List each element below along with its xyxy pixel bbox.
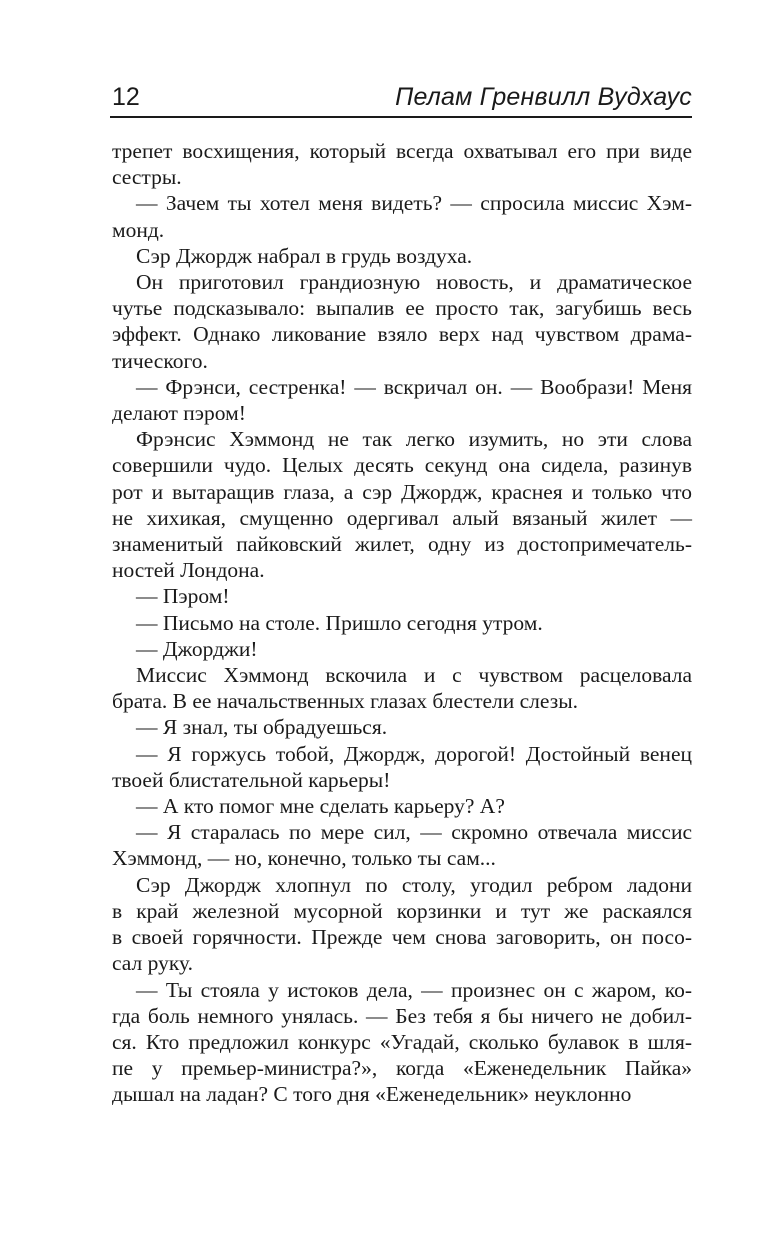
paragraph — [112, 636, 692, 662]
text-line: — Письмо на столе. Пришло сегодня утром. — [136, 610, 543, 635]
text-line: — Фрэнси, сестренка! — вскричал он. — Вообрази! Меня — [136, 374, 692, 399]
paragraph — [112, 793, 692, 819]
text-line: — Зачем ты хотел меня видеть? — спросила миссис Хэм- — [136, 191, 692, 216]
text-line: тического. — [112, 348, 208, 373]
text-line: чутье подсказывало: выпалив ее просто так, загубишь весь — [112, 296, 692, 321]
paragraph — [112, 610, 692, 636]
text-line: трепет восхищения, который всегда охватывал его при виде — [112, 139, 692, 163]
text-line: ся. Кто предложил конкурс «Угадай, сколько булавок в шля- — [112, 1029, 692, 1054]
paragraph — [112, 243, 692, 269]
text-line: рот и вытаращив глаза, а сэр Джордж, краснея и только что — [112, 479, 692, 504]
page-header — [110, 80, 692, 118]
paragraph — [112, 977, 692, 1108]
text-line: — Пэром! — [136, 584, 230, 609]
text-line: — Я старалась по мере сил, — скромно отвечала миссис — [136, 820, 692, 845]
paragraph — [112, 269, 692, 374]
text-line: монд. — [112, 217, 165, 242]
text-line: — Ты стояла у истоков дела, — произнес он с жаром, ко- — [136, 977, 692, 1002]
paragraph — [112, 872, 692, 977]
paragraph — [112, 714, 692, 740]
paragraph — [112, 819, 692, 871]
body-text — [112, 138, 692, 1108]
text-line: сал руку. — [112, 951, 193, 976]
text-line: — А кто помог мне сделать карьеру? А? — [136, 794, 505, 819]
paragraph — [112, 583, 692, 609]
text-line: в край железной мусорной корзинки и тут же раскаялся — [112, 898, 692, 923]
text-line: Сэр Джордж хлопнул по столу, угодил ребром ладони — [136, 872, 692, 897]
text-line: твоей блистательной карьеры! — [112, 767, 391, 792]
text-line: Фрэнсис Хэммонд не так легко изумить, но эти слова — [136, 427, 692, 452]
running-head-author: Пелам Гренвилл Вудхаус — [395, 83, 692, 111]
text-line: эффект. Однако ликование взяло верх над чувством драма- — [112, 322, 692, 347]
text-line: — Я горжусь тобой, Джордж, дорогой! Достойный венец — [136, 741, 692, 766]
text-line: брата. В ее начальственных глазах блестели слезы. — [112, 689, 579, 714]
text-line: Миссис Хэммонд вскочила и с чувством расцеловала — [136, 663, 692, 688]
paragraph — [112, 426, 692, 583]
text-line: пе у премьер-министра?», когда «Еженедельник Пайка» — [112, 1056, 692, 1081]
text-line: — Я знал, ты обрадуешься. — [136, 715, 388, 740]
text-line: — Джорджи! — [136, 636, 258, 661]
text-line: делают пэром! — [112, 401, 246, 426]
text-line: сестры. — [112, 165, 182, 190]
text-line: ностей Лондона. — [112, 558, 265, 583]
paragraph — [112, 741, 692, 793]
page-number: 12 — [112, 83, 140, 111]
text-line: Хэммонд, — но, конечно, только ты сам... — [112, 846, 496, 871]
text-line: Сэр Джордж набрал в грудь воздуха. — [136, 243, 473, 268]
text-line: Он приготовил грандиозную новость, и драматическое — [136, 270, 692, 295]
paragraph — [112, 190, 692, 242]
text-line: знаменитый пайковский жилет, одну из достопримечатель- — [112, 532, 692, 557]
paragraph — [112, 138, 692, 190]
paragraph — [112, 662, 692, 714]
text-line: дышал на ладан? С того дня «Еженедельник» неуклонно — [112, 1082, 632, 1107]
paragraph — [112, 374, 692, 426]
text-line: в своей горячности. Прежде чем снова заговорить, он посо- — [112, 925, 692, 950]
text-line: не хихикая, смущенно одергивал алый вязаный жилет — — [112, 505, 692, 530]
text-line: совершили чудо. Целых десять секунд она сидела, разинув — [112, 453, 692, 478]
text-line: гда боль немного унялась. — Без тебя я бы ничего не добил- — [112, 1003, 692, 1028]
